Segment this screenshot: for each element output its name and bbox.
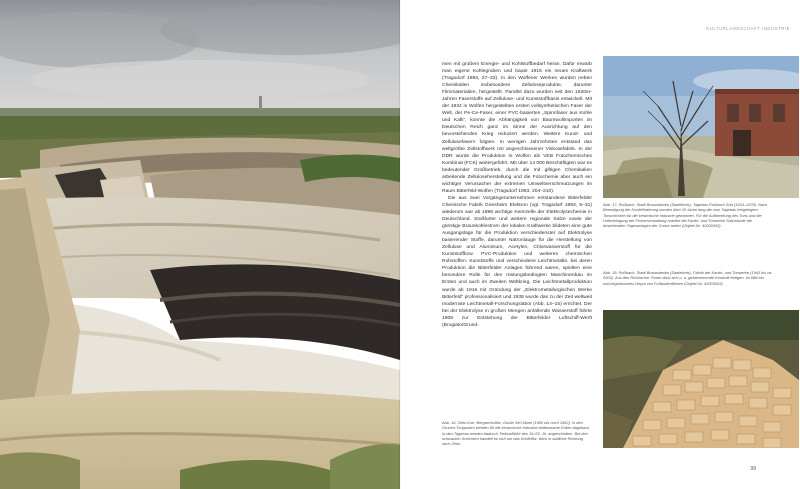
body-paragraph: men mit großem Energie- und Kohlstoffbedarf heran. Dafür erwarb man eigene Kohlegruben und baute 1915 ein neues Kraftwerk (Tragsdorf 1993, 27–33). In den Wolfener Werken wurden neben Chemikalien insbesondere Zelluloseprodukte, darunter Filmmaterialien, hergestellt. Parallel dazu wurden seit den 1920er-Jahren Faserstoffe auf Zellulose- und Kunststoffbasis entwickelt. Mit der 1934 in Wolfen hergestellten ersten vollsynthetischen Faser der Welt, der Pe-Ce-Faser, einer PVC-basierten „Spinnfaser aus Kohle und Kalk“, konnte die Abhängigkeit von Baumwollimporten im Deutschen Reich ganz im Sinne der Ausrichtung auf den bevorstehenden Krieg reduziert werden. Weitere Kunst- und Zellulosefasern folgten. In wenigen Jahrzehnten entstand das weltgrößte Zellstoffwerk mit angeschlossener Viskosefabrik. In der DDR wurde die Produktion in Wolfen als VEB Fotochemisches Kombinat (FCK) weitergeführt. Mit über 14 000 Beschäftigten war es bedeutender Großbetrieb, durch die mit giftigen Chemikalien arbeitende Zelluloseherstellung und die Fotochemie aber auch ein wichtiger Verursacher der extremen Umweltverschmutzungen im Raum Bitterfeld-Wolfen (Tragsdorf 1993, 204–210). bbox=[442, 62, 592, 194]
body-text bbox=[442, 61, 592, 329]
right-page bbox=[401, 0, 800, 489]
caption-fig-18: Abb. 18: Roßbach, Stadt Braunsbedra (Saalekreis), Fabrik der Kaolin- und Tonwerke (1943 bis ca. 2004). Aus den Roßbacher Tonen lässt sich u. a. gelbbrennende Keramik fertigen. Im Bild ein zurückgelassenes Depot von Fußbodenfliesen (Objekt-Nr. 42000093) bbox=[603, 270, 773, 286]
caption-fig-17: Abb. 17: Roßbach, Stadt Braunsbedra (Saalekreis), Tagebau Roßbach Süd (1934–1978). Nach Beendigung der Kohleförderung wurden über 20 Jahre lang die vom Tagebau freigelegten Tonschichten für die keramische Industrie gewonnen. Für die Aufbereitung des Tons und die Unterbringung der Firmenverwaltung nutzten die Kaolin- und Tonwerke Salzmünde die bestehenden Tagesanlagen der Grube weiter (Objekt-Nr. 42000093) bbox=[603, 202, 768, 229]
running-head: KULTURLANDSCHAFT INDUSTRIE bbox=[706, 26, 790, 31]
figure-tile-depot-photo bbox=[603, 310, 799, 448]
figure-building-photo bbox=[603, 56, 799, 198]
page-number: 99 bbox=[750, 466, 756, 472]
caption-fig-16: Abb. 16: Zeitz-Kue, Bergwerksflöz, Grube 340 Marie (1992 bis noch 1992). In den Grunen-Tongruben werden für die keramische Industrie bedeutsame Erden abgebaut. In den Tagebau werden dadurch Tiefbauflöße des 19./20. Jh. angeschnitten. Bei den schwarzen Schichten handelt es sich um das Kohleflöz. Blick in südliche Richtung nach Zeitz. bbox=[442, 420, 590, 447]
body-paragraph: Die aus zwei Vorgängerunternehmen entstandene Bitterfelder Chemische Fabrik Griesheim Elektron (vgl. Tragsdorf 1993, 5–31) wiederum war ab 1898 wichtige Keimzelle der Elektrolysechemie in Deutschland. Stoßfurter und weitere regionale Salze sowie der günstige Braunkohlestrom der lokalen Kraftwerke bildeten eine gute Ausgangslage für die Produktion verschiedenster auf Elektrolyse basierender Stoffe, darunter Natronlauge für die Herstellung von Zellulose und Aluminium, Acetylen, Chlorwasserstoff für die Kunststoffbzw. PVC-Produktion und weiteren chemischen Rohstoffen. Kunststoffe und verschiedene Leichtmetalle, bei deren Produktion die Bitterfelder Anlagen führend waren, spielten eine besondere Rolle für den rüstungsbedingten Maschinenbau im Ersten und auch im Zweiten Weltkrieg. Die Leichtmetallproduktion wurde ab 1916 mit Gründung der „Elektrometallurgischen Werke Bitterfeld“ professionalisiert und 1938 wurde das zu der Zeit weltweit modernste Leichtmetall-Forschungslabor (Abb. 14–15) errichtet. Der bei der Elektrolyse in großen Mengen anfallende Wasserstoff führte 1908 zur Entstehung der Bitterfelder Luftschiff-Werft (Brogiato/Grund- bbox=[442, 195, 592, 328]
